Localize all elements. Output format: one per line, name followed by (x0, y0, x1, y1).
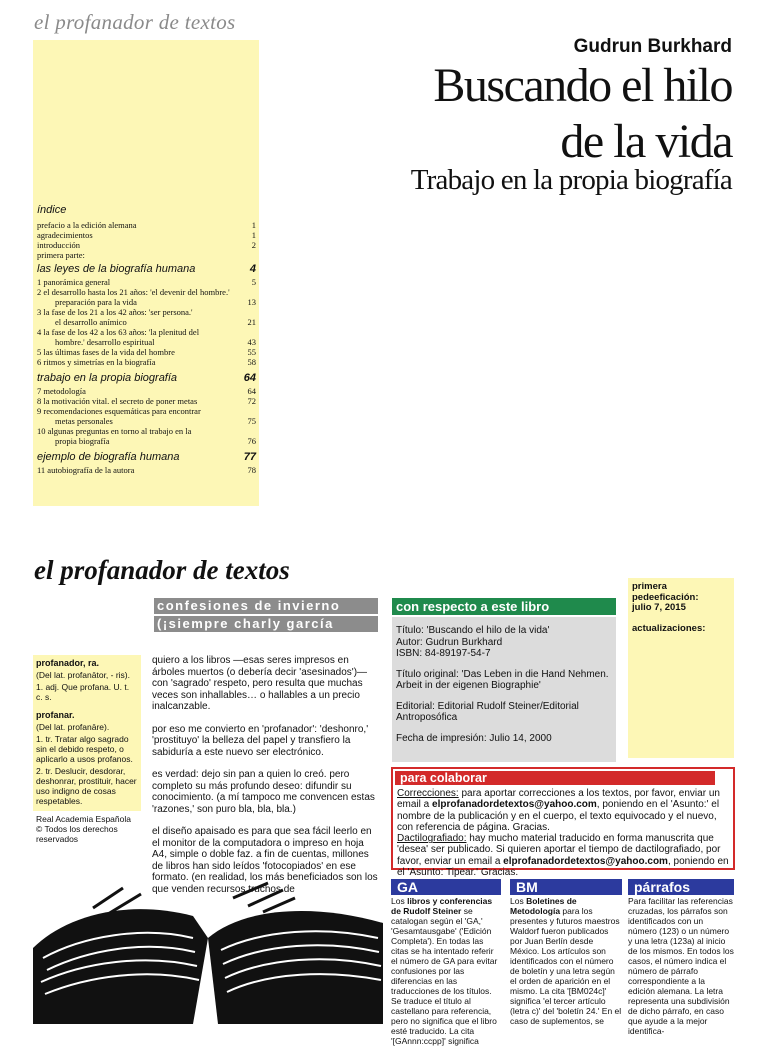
typing-text-2: , poniendo en el 'Asunto: Tipear.' Gracias. (397, 855, 729, 879)
ga-body: se catalogan según el 'GA,' 'Gesamtausgabe' ('Edición Completa'). En todas las citas se ha intentado referir el número de GA para evitar confusiones por las diferencias en las traducciones de los títulos. Se traduce el título al castellano para referencia, pero no significa que el libro esté traducido. La cita '[GAnnn:ccpp]' significa (391, 906, 498, 1046)
toc-entry-page: 76 (247, 436, 256, 446)
corrections-text: para aportar correcciones a los textos, por favor, enviar un email a (397, 788, 720, 811)
toc-entry-title: 11 autobiografía de la autora (37, 465, 135, 475)
book-info-header: con respecto a este libro (392, 598, 616, 615)
book-title-line-1: Buscando el hilo (433, 59, 732, 112)
bm-header: BM (510, 879, 622, 895)
toc-entry-title: introducción (37, 240, 80, 250)
definition-sense-2a: 1. tr. Tratar algo sagrado sin el debido respeto, o aplicarlo a usos profanos. (36, 734, 133, 764)
definition-sense-1: 1. adj. Que profana. U. t. c. s. (36, 682, 130, 702)
toc-entry-title: 4 la fase de los 42 a los 63 años: 'la plenitud del (37, 327, 200, 337)
confesiones-paragraph: por eso me convierto en 'profanador': 'deshonro,' 'prostituyo' la belleza del papel y transfiero la sabiduría a este nuevo ser electrónico. (152, 723, 369, 758)
edition-label: primera pedeeficación: (632, 581, 699, 603)
toc-section-title: trabajo en la propia biografía (37, 372, 178, 384)
confesiones-paragraph: quiero a los libros —esas seres impresos en árboles muertos (o debería decir 'asesinados')— con 'sagrado' respeto, pero resulta que muchas veces son inhallables… o hallables a un precio inalcanzable. (152, 655, 368, 712)
toc-section-page: 77 (243, 451, 256, 463)
toc-entry-page: 1 (251, 230, 256, 240)
toc-entry-title: hombre.' desarrollo espiritual (55, 337, 155, 347)
corrections-label: Correcciones: (397, 788, 459, 799)
parrafos-text: Para facilitar las referencias cruzadas, los párrafos son identificados con un número (123) o un número y una letra (123a) al inicio de los mismos. En todos los casos, el número indica el número de párrafo correspondiente a la edición alemana. La letra representa una subdivisión de dicho párrafo, en caso que ayude a la mejor identifica- (628, 896, 734, 1036)
info-autor: Autor: Gudrun Burkhard (396, 636, 503, 648)
email-link[interactable]: elprofanadordetextos@yahoo.com (503, 855, 668, 867)
ga-pre: Los (391, 896, 408, 906)
definition-etymology-2: (Del lat. profanāre). (36, 722, 110, 732)
toc-entry-title: el desarrollo anímico (55, 317, 127, 327)
typing-label: Dactilografiado: (397, 833, 467, 845)
toc-entry-page: 5 (251, 277, 256, 287)
open-book-illustration (33, 878, 383, 1024)
toc-entry-page: 13 (247, 297, 256, 307)
toc-entry-title: 8 la motivación vital. el secreto de poner metas (37, 396, 198, 406)
info-isbn: ISBN: 84-89197-54-7 (396, 648, 491, 659)
toc-entry-page: 55 (247, 347, 256, 357)
toc-entry-title: 1 panorámica general (37, 277, 111, 287)
bm-bold: Boletines de Metodología (510, 896, 577, 916)
parrafos-header: párrafos (628, 879, 734, 895)
toc-entry-title: propia biografía (55, 436, 110, 446)
toc-entry-page: 2 (251, 240, 256, 250)
toc-entry-title: agradecimientos (37, 230, 93, 240)
toc-entry-title: 7 metodología (37, 386, 86, 396)
confesiones-paragraph: es verdad: dejo sin pan a quien lo creó. pero completo su más profundo deseo: difundir su conocimiento. (a mí tampoco me convencen estas 'razones,' son puro bla, bla, bla.) (152, 769, 375, 815)
headword-profanar: profanar. (36, 710, 75, 720)
toc-entry-title: 5 las últimas fases de la vida del hombre (37, 347, 175, 357)
ga-bold: libros y conferencias de Rudolf Steiner (391, 896, 493, 916)
email-link[interactable]: elprofanadordetextos@yahoo.com (432, 799, 597, 811)
info-titulo: Título: 'Buscando el hilo de la vida' (396, 625, 550, 636)
ga-header: GA (391, 879, 501, 895)
book-info (392, 617, 616, 762)
toc-entry-title: 10 algunas preguntas en torno al trabajo en la (37, 426, 192, 436)
toc-entry-title: 9 recomendaciones esquemáticas para encontrar (37, 406, 201, 416)
toc-entry-title: primera parte: (37, 250, 85, 260)
toc-entry-title: prefacio a la edición alemana (37, 220, 137, 230)
toc-section-page: 4 (249, 263, 256, 275)
confesiones-header-line-1: confesiones de invierno (154, 598, 378, 614)
toc-section-title: las leyes de la biografía humana (37, 263, 196, 275)
bm-text (510, 896, 622, 1024)
collaborate-box (391, 767, 735, 879)
definition-etymology-1: (Del lat. profanātor, - ris). (36, 670, 131, 680)
typing-text: hay mucho material traducido en forma manuscrita que 'desea' ser publicado. Si quieren aportar el tiempo de dactilografiado, por favor, enviar un email a (397, 833, 721, 867)
definition-credit: Real Academia Española © Todos los derechos reservados (36, 814, 131, 844)
brand-header: el profanador de textos (34, 10, 236, 34)
book-subtitle: Trabajo en la propia biografía (410, 164, 732, 196)
toc-section-title: ejemplo de biografía humana (37, 451, 180, 463)
info-original: Título original: 'Das Leben in die Hand Nehmen. Arbeit in der eigenen Biographie' (396, 668, 609, 691)
toc-entry-page: 58 (247, 357, 256, 367)
bm-pre: Los (510, 896, 527, 906)
corrections-text-2: , poniendo en el 'Asunto:' el nombre de la publicación y en el cuerpo, el texto equivocado y el nuevo, con referencia de página. Gracias. (397, 799, 720, 833)
bm-body: para los presentes y futuros maestros Waldorf fueron publicados por Juan Berlín desde México. Los artículos son identificados con el número de boletín y una letra según el orden de aparición en el mismo. La cita '[BM024c]' significa 'el tercer artículo (letra c)' del 'boletín 24.' En el caso de suplementos, se (510, 906, 622, 1026)
definition-sense-2b: 2. tr. Deslucir, desdorar, deshonrar, prostituir, hacer uso indigno de cosas respetables. (36, 766, 137, 806)
toc-entry-title: 3 la fase de los 21 a los 42 años: 'ser persona.' (37, 307, 193, 317)
info-editorial: Editorial: Editorial Rudolf Steiner/Editorial Antroposófica (396, 700, 579, 723)
toc-entry-title: 2 el desarrollo hasta los 21 años: 'el devenir del hombre.' (37, 287, 230, 297)
dictionary-definition (33, 655, 141, 844)
headword-profanador: profanador, ra. (36, 658, 100, 668)
confesiones-header-line-2: (¡siempre charly garcía (154, 616, 378, 632)
collaborate-header: para colaborar (395, 771, 715, 785)
confesiones-paragraph: el diseño apaisado es para que sea fácil leerlo en el monitor de la computadora o impreso en hoja A4, simple o doble faz. a fin de cuentas, millones de libros han sido leídos 'fotocopiados' en ese formato. (en realidad, los más beneficiados son los que venden recursos truchos de (152, 826, 378, 895)
ga-text (391, 896, 501, 1046)
toc-entry-title: 6 ritmos y simetrías en la biografía (37, 357, 156, 367)
toc-entry-page: 78 (247, 465, 256, 475)
toc-entry-page: 21 (247, 317, 256, 327)
book-title-line-2: de la vida (560, 115, 732, 168)
updates-label: actualizaciones: (632, 622, 706, 634)
toc-entry-title: preparación para la vida (55, 297, 137, 307)
edition-box (628, 578, 734, 758)
toc-entry-page: 64 (247, 386, 256, 396)
confesiones-body (152, 655, 380, 906)
toc-section-page: 64 (243, 372, 256, 384)
edition-date: julio 7, 2015 (632, 602, 686, 613)
toc-entry-page: 1 (251, 220, 256, 230)
toc-entry-page: 75 (247, 416, 256, 426)
toc-entry-title: metas personales (55, 416, 113, 426)
toc-heading: índice (37, 204, 67, 216)
table-of-contents (33, 40, 259, 506)
book-author: Gudrun Burkhard (573, 36, 732, 57)
toc-entry-page: 43 (247, 337, 256, 347)
brand-title: el profanador de textos (34, 555, 290, 585)
toc-entry-page: 72 (247, 396, 256, 406)
info-fecha: Fecha de impresión: Julio 14, 2000 (396, 732, 552, 744)
collaborate-text (397, 788, 731, 878)
